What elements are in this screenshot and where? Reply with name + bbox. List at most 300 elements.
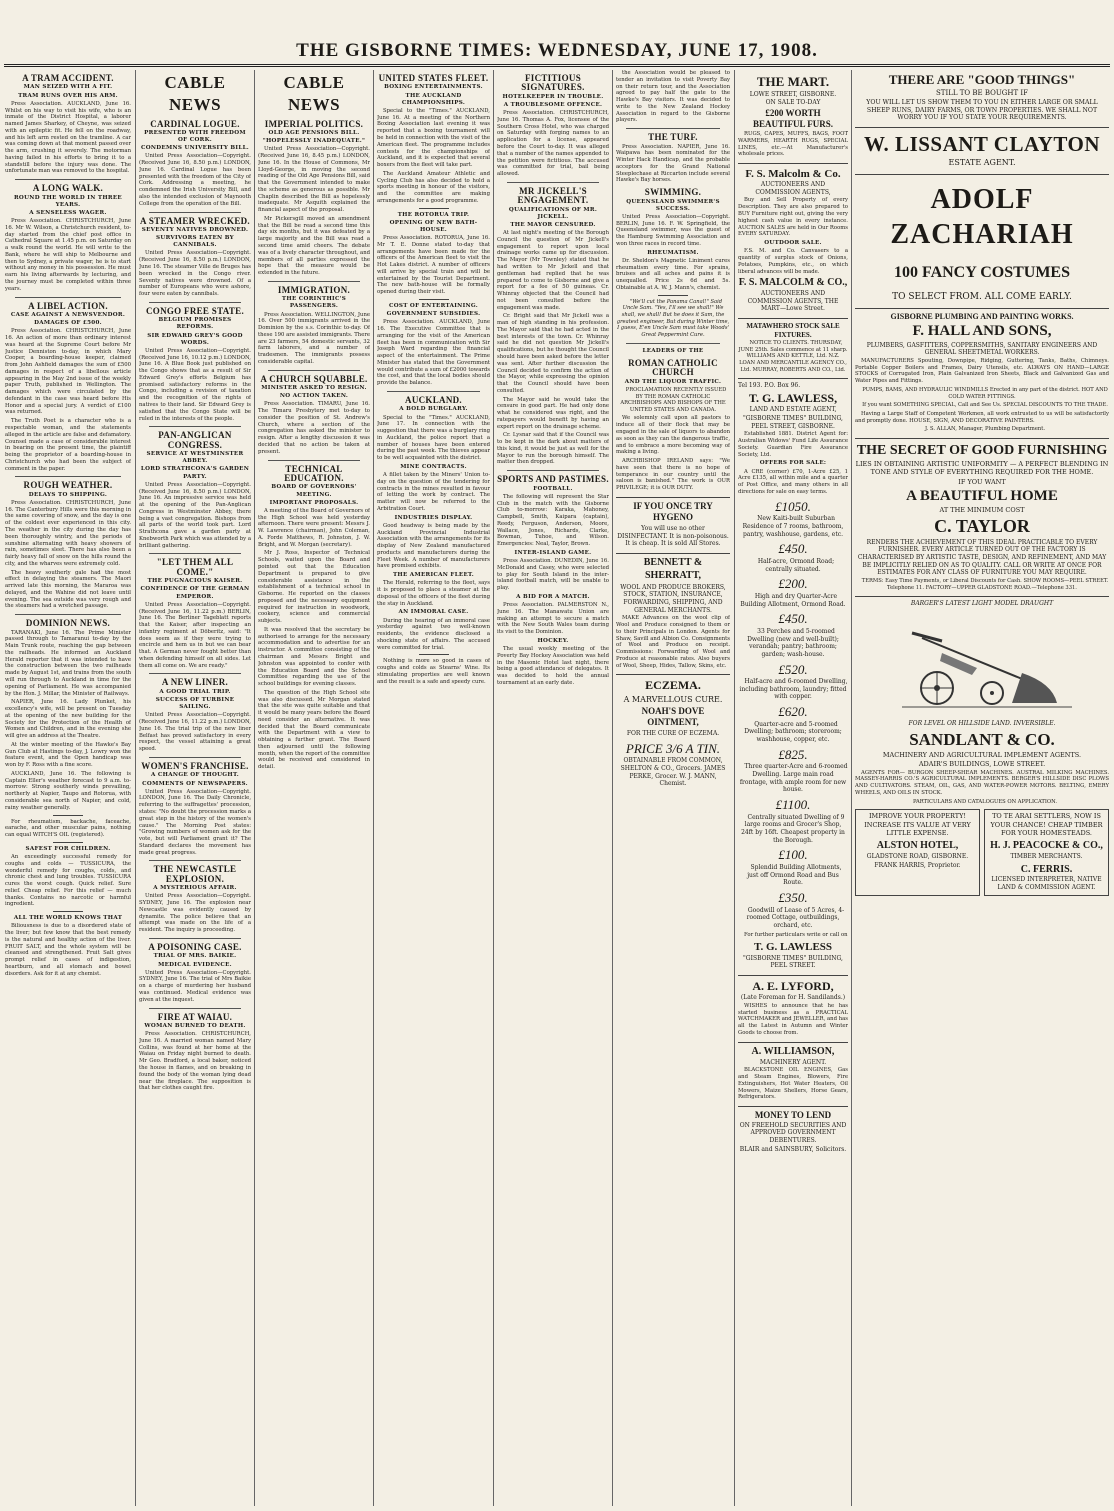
subhead: MINISTER ASKED TO RESIGN. — [261, 385, 367, 392]
masthead-rule — [4, 64, 1110, 67]
article-text: United Press Association—Copyright. LONDON, June 16. The Daily Chronicle, referring to the suffragettes' procession, states: "No doubt the procession marks a great step in the history of the women's cause." The Morning Post states: "Growing numbers of women ask for the vote, but will Parliament grant it? The Standard declares the movement has made great progress. — [139, 788, 251, 856]
article-text: United Press Association—Copyright. (Received June 16, 11.22 p.m.) BERLIN, June 16. The Berliner Tageblatt reports that the Kaiser, after inspecting an infantry regiment at Döberitz, said: "It does seem as if they were trying to encircle and hem us in but we can bear that. A German never fought better than when defending himself on all sides. Let them all come on. We are ready." — [139, 601, 251, 669]
headline: SPORTS AND PASTIMES. — [497, 474, 609, 485]
listing-price: £100. — [778, 847, 808, 863]
subhead: THE AUCKLAND CHAMPIONSHIPS. — [401, 92, 466, 106]
advert-text: IMPROVE YOUR PROPERTY! INCREASE ITS VALUE AT VERY LITTLE EXPENSE. — [864, 812, 971, 837]
subhead: INDUSTRIES DISPLAY. — [394, 514, 473, 521]
headline: A NEW LINER. — [161, 677, 229, 688]
subhead: MAN SEIZED WITH A FIT. — [23, 84, 113, 91]
subhead: COMMENTS OF NEWSPAPERS. — [142, 780, 248, 787]
headline: IMMIGRATION. — [277, 284, 351, 295]
article-text: The question of the High School site was also discussed. Mr Morgan stated that the site was quite suitable and that it would be many years before the Board need consider an alternative. It was decided that the Board communicate with the Department with a view to obtaining a further grant. The Board then adjourned until the following month, when the report of the committee would be received and considered in detail. — [258, 689, 370, 771]
column-rule — [135, 70, 136, 1506]
subhead: CONDEMNS UNIVERSITY BILL. — [140, 145, 250, 152]
subhead: COST OF ENTERTAINING. — [388, 302, 479, 309]
advert-malcolm — [738, 163, 848, 196]
subhead: CONFIDENCE OF THE GERMAN EMPEROR. — [140, 586, 250, 600]
advert-heading: F. HALL AND SONS, — [912, 323, 1052, 340]
subhead: THE PUGNACIOUS KAISER. — [147, 578, 243, 585]
article-text: Special to the "Times." AUCKLAND, June 16. At a meeting of the Northern Boxing Association last evening it was reported that a boxing tournament will be held in connection with the visit of the American fleet. The programme includes contests for the championships of Auckland, and it is expected that several boxers from the fleet will take part. — [377, 107, 490, 169]
listing-price: £620. — [778, 704, 808, 720]
subhead: MINE CONTRACTS. — [400, 463, 467, 470]
subhead: "HOPELESSLY INADEQUATE." — [262, 138, 366, 145]
article-text: Good headway is being made by the Auckland Provincial Industrial Association with the arrangements for its display of New Zealand manufactured products and manufacturers during the Fleet Week. A number of manufacturers have promised exhibits. — [377, 522, 490, 570]
advert-text: For further particulars write or call on — [744, 931, 848, 938]
advert-text: PLUMBERS, GASFITTERS, COPPERSMITHS, SANITARY ENGINEERS AND GENERAL SHEETMETAL WORKERS. — [866, 341, 1098, 357]
advert-good-things — [855, 72, 1109, 122]
advert-text: WISHES to announce that he has started business as a PRACTICAL WATCHMAKER and JEWELLER, and has all the Latest in Autumn and Winter Goods to choose from. — [738, 1002, 848, 1036]
advert-text: ON FREEHOLD SECURITIES AND APPROVED GOVERNMENT DEBENTURES. — [739, 1121, 847, 1144]
advert-text: Having a Large Staff of Competent Workmen, all work entrusted to us will be satisfactorily and promptly done. HOUSE, SIGN, AND DECORATIVE PAINTERS. — [855, 410, 1109, 424]
divider — [507, 182, 599, 183]
advert-text: NOTICE TO CLIENTS. THURSDAY, JUNE 25th. Sales commence at 11 sharp. WILLIAMS AND KETTLE, Ltd. N.Z. LOAN AND MERCANTILE AGENCY CO., Ltd. MURRAY, ROBERTS AND CO., Ltd. — [738, 340, 848, 373]
advert-subheading: ESTATE AGENT. — [948, 158, 1016, 168]
advert-text: AGENTS FOR— BURGON SHEEP-SHEAR MACHINES. AUSTRAL MILKING MACHINES. MASSEY-HARRIS CO.'S AGRICULTURAL IMPLEMENTS. BERGER'S HILLSIDE DISC PLOWS AND CULTIVATORS. STEAM, OIL, GAS, AND WATER-POWER MOTORS. BELTING, EMERY WHEELS, AND OILS IN STOCK. — [855, 769, 1109, 796]
headline: CONGO FREE STATE. — [145, 305, 245, 316]
subhead: THE AMERICAN FLEET. — [392, 572, 475, 579]
article-text: The following will represent the Star Club in the match with the Gisborne Club to-morrow: Karaka, Mahoney, Campbell, Smith, Kaipara (captain), Reedy, Ferguson, Anderson, Moore, Wallace, Jones, Richards, Clarke, Bowman, Tuhoe, and Wilson. Emergencies: Neal, Taylor, Brown. — [497, 493, 609, 548]
subhead: OLD AGE PENSIONS BILL. — [268, 129, 360, 136]
advert-matawhero — [738, 318, 848, 340]
article-text: Press Association. CHRISTCHURCH, June 16. A married woman named Mary Collins, was found at her home at the Waiau on Friday night burned to death. Mr Geo. Bradford, a local baker, noticed the house in flames, and on breaking in found the body of the woman lying dead near the fireplace. The supposition is that her clothes caught fire. — [139, 1031, 251, 1092]
column-8 — [855, 70, 1109, 1506]
headline: A TRAM ACCIDENT. — [22, 73, 114, 83]
advert-text: MANUFACTURERS Spouting, Downpipe, Ridging, Guttering, Tanks, Baths, Chimneys. Portable Copper Boilers and Frames, Dairy Utensils, etc. ALWAYS ON HAND—LARGE STOCKS of Corrugated Iron, Plain Galvanized Iron Sheets, Black and Galvanized Gas and Water Pipes and Fittings. — [855, 357, 1109, 385]
advert-heading: A. E. LYFORD, — [752, 978, 834, 993]
illustration-label: FOR LEVEL OR HILLSIDE LAND. INVERSIBLE. — [908, 719, 1056, 727]
article-text: Press Association. CHRISTCHURCH, June 16. An action of more than ordinary interest was heard at the Supreme Court before Mr Justice Denniston to-day, in which Mary Cooper, a boarding-house keeper, claimed from John Ashfield damages the sum of £500 damages in respect of a libellous article appearing in the May 2nd issue of the weekly paper Truth, published in Wellington. The damages which were circulated by the defendant in the case was heard before His Honor and a special jury. A verdict of £100 was returned. — [5, 328, 131, 416]
listing-text: Three quarter-Acre and 6-roomed Dwelling. Large main road frontage, with ample room for new house. — [739, 763, 848, 794]
subhead: THE ROTORUA TRIP. — [397, 211, 470, 218]
divider — [658, 295, 688, 296]
headline: THE NEWCASTLE EXPLOSION. — [153, 864, 237, 884]
advert-zachariah — [855, 174, 1109, 304]
advert-text: AUCTIONEERS AND COMMISSION AGENTS, — [755, 181, 831, 196]
advert-text: LOWE STREET, GISBORNE. — [749, 90, 837, 98]
subhead: FOOTBALL. — [533, 485, 573, 492]
article-text: The Mayor said he would take the censure in good part. He had only done what he considered was right, and the ratepayers would benefit by having an expert report on the drainage scheme. — [497, 396, 609, 430]
subhead: BELGIUM PROMISES REFORMS. — [158, 317, 232, 331]
headline: "LET THEM ALL COME." — [156, 557, 234, 577]
listing-text: Half-acre and 6-roomed Dwelling, including bathroom, laundry; fitted with copper. — [739, 678, 848, 701]
column-4 — [377, 70, 490, 1506]
advert-text: Nothing is more so good in cases of coughs and colds as Stearns' Wine. Its stimulating properties are well known and the result is a safe and speedy cure. — [377, 658, 490, 685]
divider — [149, 1008, 241, 1009]
advert-heading: W. LISSANT CLAYTON — [863, 132, 1101, 157]
advert-text: AUCTIONEERS AND COMMISSION AGENTS, THE MART—Lowe Street. — [747, 290, 839, 313]
advert-text: ON SALE TO-DAY — [765, 99, 821, 107]
advert-subheading: 100 FANCY COSTUMES — [893, 264, 1070, 282]
subhead: LEADERS OF THE — [642, 347, 704, 354]
article-text: A fillet taken by the Miners' Union to-day on the question of the tendering for contracts in the mines resulted in favour of letting the work by contract. The matter will now be referred to the Arbitration Court. — [377, 472, 490, 512]
listing-text: 33 Perches and 5-roomed Dwelling (new and well-built); verandah; pantry; bathroom; garden; wash-house. — [747, 627, 839, 658]
advert-heading: C. TAYLOR — [934, 516, 1030, 537]
subhead: SUCCESS OF TURBINE SAILING. — [155, 697, 235, 711]
article-text: the Association would be pleased to tender an invitation to visit Poverty Bay on their return tour, and the Association agreed to pay half the gate to the Hawke's Bay visitors. It was decided to write to the New Zealand Hockey Association in regard to the Gisborne players. — [616, 70, 730, 124]
listing-text: Splendid Building Allotments, just off Ormond Road and Bus Route. — [747, 864, 842, 887]
article-text: United Press Association—Copyright. SYDNEY, June 16. The trial of Mrs Baikie on a charge of murdering her husband was continued. Medical evidence was given at the inquest. — [139, 969, 251, 1003]
listing-price: £350. — [778, 890, 808, 906]
subhead: ROUND THE WORLD IN THREE YEARS. — [13, 194, 122, 208]
advert-text: MAKE Advances on the wool clip of Wool and Produce consigned to them or to their Principals in London. Agents for Shaw, Savill and Albion Co. Consignments of Wool and Produce on receipt. Commissions: Forwarding of Wool and Produce at reasonable rates. Also buyers of Wool, Sheep, Hides, Tallow, Skins, etc. — [616, 615, 730, 669]
article-text: The usual weekly meeting of the Poverty Bay Hockey Association was held in the Masonic Hotel last night, there being a good attendance of delegates. It was decided to hold the annual tournament at an early date. — [497, 646, 609, 686]
subhead: AND THE LIQUOR TRAFFIC. — [624, 378, 722, 385]
subhead: TRAM RUNS OVER HIS ARM. — [18, 92, 118, 99]
headline: UNITED STATES FLEET. — [378, 73, 489, 83]
advert-text: (Late Foreman for H. Sandilands.) — [740, 994, 846, 1002]
advert-text: RENDERS THE ACHIEVEMENT OF THIS IDEAL PRACTICABLE TO EVERY FURNISHER. EVERY ARTICLE TURNED OUT OF THE FACTORY IS CHARACTERISED BY ARTISTIC TASTE, DESIGN, AND REFINEMENT, AND MAY BE IMPLICITLY RELIED ON AS TO QUALITY. CALL OR WRITE AT ONCE FOR ESTIMATES FOR ANY CLASS OF FURNITURE YOU MAY REQUIRE. — [857, 538, 1107, 577]
subhead: HOCKEY. — [537, 637, 569, 644]
divider — [149, 426, 241, 427]
advert-heading: GISBORNE PLUMBING AND PAINTING WORKS. — [890, 312, 1074, 322]
advert-malcolm-2 — [738, 277, 848, 313]
headline: TECHNICAL EDUCATION. — [284, 463, 344, 483]
column-rule — [734, 70, 735, 1506]
headline: PAN-ANGLICAN CONGRESS. — [158, 430, 232, 450]
advert-heading: MONEY TO LEND — [754, 1110, 832, 1121]
article-text: Mr J. Ross, Inspector of Technical Schools, waited upon the Board and pointed out that the Education Department is prepared to give considerable assistance in the establishment of a technical school in Gisborne. He reported on the classes proposed and the necessary equipment required for instruction in woodwork, cookery, science and commercial subjects. — [258, 550, 370, 625]
subhead: WOMAN BURNED TO DEATH. — [144, 1022, 246, 1029]
headline: FICTITIOUS SIGNATURES. — [521, 73, 585, 93]
divider — [149, 302, 241, 303]
article-text: The heavy southerly gale had the most effect in delaying the steamers. The Maori arrived late this morning, the Mararoa was delayed, and the Wahine did not leave until evening. The sea outside was very rough and the steamers had a wretched passage. — [5, 569, 131, 610]
article-text: A meeting of the Board of Governors of the High School was held yesterday afternoon. There were present: Messrs J. W. Lawrence (chairman), John Coleman, A. Forde Matthews, R. Johnston, J. W. Bright, and W. Morgan (secretary). — [258, 507, 370, 548]
listing-price: £200. — [778, 576, 808, 592]
article-text: The Auckland Amateur Athletic and Cycling Club has also decided to hold a sports meeting in honour of the visitors, and the committee are making arrangements for a good programme. — [377, 170, 490, 204]
advert-text: An exceedingly successful remedy for coughs and colds — TUSSICURA, the wonderful remedy for coughs, colds, and chronic chest and lung troubles. TUSSICURA cures the worst cough. Quick relief. Sure relief. Cheap relief. For this relief — much thanks. Contains no narcotic or harmful ingredient. — [5, 853, 131, 908]
advert-text: BLAIR and SAINSBURY, Solicitors. — [739, 1145, 847, 1153]
advert-text: GLADSTONE ROAD, GISBORNE. — [866, 853, 969, 861]
article-text: Cr. Bright said that Mr Jickell was a man of high standing in his profession. The Mayor said that he had acted in the best interests of the town. Cr. Whinray said he did not question Mr Jickell's qualifications, but he thought the Council should have been asked before the letter was sent. After further discussion the Council decided to confirm the action of the Mayor, while expressing the opinion that the Council should have been consulted. — [497, 313, 609, 394]
article-text: United Press Association—Copyright. (Received June 16, 8.50 p.m.) LONDON, June 16. Cardinal Logue has been presented with the freedom of the City of Cork. Addressing a meeting, he condemned the Irish University Bill, and also the intended exclusion of Maynooth College from the operation of the Bill. — [139, 153, 251, 207]
advert-lyford — [738, 975, 848, 1002]
subhead: A GOOD TRIAL TRIP. — [159, 688, 231, 695]
headline: FIRE AT WAIAU. — [157, 1011, 233, 1022]
divider — [149, 212, 241, 213]
advert-heading: ECZEMA. — [645, 678, 701, 693]
bottom-adverts — [855, 809, 1109, 896]
subhead: A CHANGE OF THOUGHT. — [151, 772, 239, 779]
advert-text: You will use no other DISINFECTANT. It is non-poisonous. It is cheap. It is sold All Stores. — [617, 524, 729, 548]
listing-text: Quarter-acre and 5-roomed Dwelling; bathroom; storeroom; washhouse, copper, etc. — [744, 720, 842, 744]
headline: ROUGH WEATHER. — [23, 480, 113, 491]
column-6 — [616, 70, 730, 1506]
advert-lawless — [738, 378, 848, 430]
advert-eczema — [616, 674, 730, 788]
advert-improve — [855, 809, 980, 896]
advert-text: F.S. M. and Co. Canvasers to a quantity of surplus stock of Onions, Potatoes, Pumpkins, etc., on which liberal advances will be made. — [738, 248, 848, 275]
headline: ROMAN CATHOLIC CHURCH — [628, 357, 718, 378]
plough-illustration — [882, 613, 1082, 713]
advert-heading: OFFERS FOR SALE: — [759, 460, 827, 467]
advert-text: RUGS, CAPES, MUFFS, BAGS, FOOT WARMERS, HEARTH RUGS, SPECIAL LINES, etc.—At Manufacturer's wholesale prices. — [738, 131, 848, 158]
listing-price: £825. — [778, 746, 808, 762]
advert-heading: THE SECRET OF GOOD FURNISHING — [856, 443, 1108, 459]
subhead: HOTELKEEPER IN TROUBLE. — [502, 93, 604, 100]
article-text: Press Association. WELLINGTON, June 16. Over 500 immigrants arrived in the Dominion by the s.s. Corinthic to-day. Of these 190 are assisted immigrants. There are 23 farmers, 54 domestic servants, 32 farm laborers, and a number of tradesmen. The immigrants possess considerable capital. — [258, 311, 370, 365]
advert-text: Biliousness is due to a disordered state of the liver; but few know that the best remedy is the natural and healthy action of the liver. FRUIT SALT, and the whole system will be cleansed and strengthened. Fruit Salt gives prompt relief in cases of indigestion, heartburn, and all stomach and bowel disorders. Ask for it at any chemist. — [5, 923, 131, 977]
subhead: THE MAYOR CENSURED. — [510, 222, 596, 229]
advert-heading: A. WILLIAMSON, — [751, 1045, 835, 1057]
listing-text: Half-acre, Ormond Road; centrally situated. — [757, 557, 835, 573]
article-text: United Press Association—Copyright. (Received June 16, 8.45 p.m.) LONDON, June 16. In the House of Commons, Mr Lloyd-George, in moving the second reading of the Old Age Pensions Bill, said that the Government intended to make the scheme as generous as possible. Mr Chaplin described the Bill as hopelessly inadequate. Mr Asquith explained the financial aspect of the proposal. — [258, 146, 370, 214]
advert-te-arai — [984, 809, 1109, 896]
listing-price: £520. — [778, 661, 808, 677]
headline: A LONG WALK. — [32, 183, 104, 194]
divider — [268, 460, 360, 461]
article-text: ARCHBISHOP IRELAND says: "We have seen that there is no hope of temperance in our country until the saloon is banished." The work is OUR PRIVILEGE; it is OUR DUTY. — [616, 458, 730, 492]
listing-price: £450. — [778, 541, 808, 557]
subhead: SERVICE AT WESTMINSTER ABBEY. — [146, 451, 244, 465]
divider — [419, 208, 449, 209]
advert-heading: SAFEST FOR CHILDREN. — [25, 845, 111, 852]
headline: A LIBEL ACTION. — [28, 300, 108, 311]
advert-text: Established 1881. District Agent for: Australian Widows' Fund Life Assurance Society. Guardian Fire Assurance Society, Ltd. — [738, 431, 848, 458]
article-text: United Press Association—Copyright. BERLIN, June 16. F. W. Springfield, the Queensland swimmer, was the guest of the Hamburg Swimming Association and won three races in record time. — [616, 213, 730, 247]
article-text: United Press Association—Copyright. SYDNEY, June 16. The explosion near Newcastle was evidently caused by dynamite. The police believe that an attempt was made on the life of a resident. The inquiry is proceeding. — [139, 893, 251, 934]
advert-text: YOU WILL LET US SHOW THEM TO YOU IN EITHER LARGE OR SMALL SHEEP RUNS, DAIRY FARMS, OR TOWN PROPERTIES. WE SHALL NOT WORRY YOU IF YOU STATE YOUR REQUIREMENTS. — [866, 98, 1098, 122]
article-text: United Press Association—Copyright. (Received June 16, 11.22 p.m.) LONDON, June 16. The trial trip of the new liner Belfast has proved satisfactory in every respect, the vessel attaining a great speed. — [139, 712, 251, 753]
column-rule — [254, 70, 255, 1506]
advert-text: PARTICULARS AND CATALOGUES ON APPLICATION. — [912, 798, 1058, 805]
advert-heading: THERE ARE "GOOD THINGS" — [888, 72, 1076, 87]
illustration-label: BARGER'S LATEST LIGHT MODEL DRAUGHT — [910, 600, 1054, 608]
divider — [268, 281, 360, 282]
subhead: A SENSELESS WAGER. — [29, 209, 107, 216]
subhead: SEVENTY NATIVES DROWNED. — [141, 226, 249, 233]
advert-heading: T. G. LAWLESS, — [748, 390, 838, 405]
subhead: DELAYS TO SHIPPING. — [28, 491, 108, 498]
divider — [268, 370, 360, 371]
advert-text: If you want SOMETHING SPECIAL, Call and See Us. SPECIAL DISCOUNTS TO THE TRADE. — [862, 402, 1108, 409]
article-text: Press Association. ROTORUA, June 16. Mr T. E. Donne stated to-day that arrangements have been made for the officers of the American fleet to visit the Hot Lakes district. A number of officers will arrive by special train and will be entertained by the Tourist Department. The new bath-house will be formally opened during their visit. — [377, 235, 490, 296]
subhead: A BID FOR A MATCH. — [516, 593, 590, 600]
advert-text: AT THE MINIMUM COST — [939, 506, 1025, 515]
advert-text: FOR THE CURE OF ECZEMA. — [626, 729, 720, 737]
subhead: A BOLD BURGLARY. — [399, 406, 468, 413]
advert-text: TERMS: Easy Time Payments, or Liberal Discounts for Cash. SHOW ROOMS—PEEL STREET. Telephone 11. FACTORY—UPPER GLADSTONE ROAD.—Telephone 331. — [861, 577, 1109, 591]
advert-sandlant — [855, 596, 1109, 768]
headline: WOMEN'S FRANCHISE. — [141, 760, 249, 771]
advert-heading: T. G. LAWLESS — [753, 941, 833, 954]
advert-text: Dr. Sheldon's Magnetic Liniment cures rheumatism every time. For sprains, bruises and all aches and pains it is unequalled. Price 2s 6d and 5s. Obtainable at A. W. J. Mann's, chemist. — [616, 257, 730, 291]
advert-text: Buy and Sell Property of every Description. They are also prepared to BUY Furniture right out, giving the very highest cash value in every instance. AUCTION SALES are held in Our Rooms EVERY SATURDAY. — [738, 197, 848, 238]
advert-text: MACHINERY AND AGRICULTURAL IMPLEMENT AGENTS. — [882, 750, 1082, 759]
divider — [53, 842, 83, 843]
article-text: Mr Pickersgill moved an amendment that the Bill be read a second time this day six months, but it was defeated by a large majority and the Bill was read a second time amid cheers. The debate was of a lively character throughout, and members of all parties expressed the hope that the measure would be extended in the future. — [258, 215, 370, 277]
article-text: Press Association. DUNEDIN, June 16. McDonald and Casey, who were selected to play for South Island in the inter-island football match, will be unable to play. — [497, 558, 609, 592]
divider — [15, 476, 121, 477]
advert-heading: IF YOU ONCE TRY HYGENO — [633, 500, 713, 523]
subhead: INTER-ISLAND GAME. — [514, 549, 592, 556]
headline: A STEAMER WRECKED. — [139, 215, 250, 226]
article-text: Press Association. CHRISTCHURCH, June 16. The Canterbury Hills were this morning in the same covering of snow, and the day is one of the coldest ever experienced in this city. The weather in the city during the day has been thoroughly wintry, and the periods of sunshine alternating with heavy showers of rain, sometimes sleet. There has also been a fairly heavy fall of snow on the hills round the city, and the wharves were extremely cold. — [5, 499, 131, 567]
article-text: Press Association. CHRISTCHURCH, June 16. Thomas A. Fox, licensee of the Southern Cross Hotel, who was charged on Saturday with forging names to an application for a license, appeared before the Court to-day. It was alleged that a number of the names appended to the petition were fictitious. The accused was committed for trial, bail being allowed. — [497, 110, 609, 178]
subhead: SURVIVORS EATEN BY CANNIBALS. — [156, 235, 234, 249]
subhead: SIR EDWARD GREY'S GOOD WORDS. — [147, 332, 243, 346]
advert-text: For rheumatism, backache, faceache, earache, and other muscular pains, nothing can equal WITCH'S OIL (registered). — [5, 818, 131, 839]
advert-heading: MATAWHERO STOCK SALE FIXTURES. — [746, 322, 840, 340]
subhead: MEDICAL EVIDENCE. — [158, 961, 232, 968]
advert-heading: ALL THE WORLD KNOWS THAT — [13, 915, 123, 922]
article-text: The Truth Poet is a character who is a respectable woman, and the statements alleged in the article are false and defamatory. Counsel made a case of considerable interest in bearing on the present time, the plaintiff being the proprietor of a boarding-house in Christchurch who had been the subject of comment in the paper. — [5, 418, 131, 472]
headline: THE TURF. — [648, 132, 698, 143]
article-text: The Herald, referring to the fleet, says it is proposed to place a steamer at the disposal of the officers of the fleet during the stay in Auckland. — [377, 580, 490, 607]
divider — [15, 179, 121, 180]
advert-money — [738, 1106, 848, 1153]
advert-heading: A BEAUTIFUL HOME — [906, 487, 1058, 504]
subhead: OPENING OF NEW BATH-HOUSE. — [389, 219, 478, 233]
article-text: At the winter meeting of the Hawke's Bay Gun Club at Hastings to-day, J. Lowry won the feature event, and the Open handicap was won by F. Ross with a fine score. — [5, 741, 131, 769]
advert-heading: H. J. PEACOCKE & CO., — [990, 840, 1103, 852]
advert-text: LAND AND ESTATE AGENT, — [749, 406, 837, 414]
advert-heading: £200 WORTH BEAUTIFUL FURS. — [752, 107, 833, 130]
article-text: United Press Association—Copyright. (Received June 16, 8.50 p.m.) LONDON, June 16. The steamer Ville de Bruges has been wrecked in the Congo river. Seventy natives were drowned. Of a number of Europeans who were ashore, four were eaten by cannibals. — [139, 250, 251, 298]
advert-heading: BENNETT & SHERRATT, — [643, 556, 703, 581]
article-text: Press Association. AUCKLAND, June 16. The Executive Committee that is arranging for the visit of the American fleet has been in communication with Sir Joseph Ward regarding the financial aspect of the entertainment. The Prime Minister has stated that the Government would contribute a sum of £2000 towards the cost, and that the local bodies should provide the balance. — [377, 319, 490, 387]
advert-text: PUMPS, BAMS, AND HYDRAULIC WINDMILLS Erected in any part of the district. HOT AND COLD WATER FITTINGS. — [862, 386, 1108, 400]
divider — [626, 128, 720, 129]
article-text: United Press Association—Copyright. (Received June 16, 8.50 p.m.) LONDON, June 16. An impressive service was held at the opening of the Pan-Anglican Congress in Westminster Abbey, there being a vast congregation. Bishops from all parts of the world took part. Lord Strathcona gave a garden party at Knebworth Park which was attended by a brilliant gathering. — [139, 481, 251, 549]
article-text: It was resolved that the secretary be authorised to arrange for the necessary accommodation and to advertise for an instructor. A committee consisting of the chairman and Messrs Bright and Johnston was appointed to confer with the Education Board and the School Committee regarding the use of the school buildings for evening classes. — [258, 626, 370, 688]
article-text: During the hearing of an immoral case yesterday against two well-known residents, the evidence disclosed a shocking state of affairs. The accused were committed for trial. — [377, 617, 490, 651]
column-1 — [5, 70, 131, 1506]
divider — [53, 911, 83, 912]
advert-verse: "We'll cut the Panama Canal!" Said Uncle Sam. "Yes, I'll see we shall!" We shall, we shall! But he does it Sam, the greatest engineer, But during Winter time, I guess, E'en Uncle Sam must take Woods' Great Peppermint Cure. — [616, 298, 730, 338]
divider — [149, 757, 241, 758]
article-text: Cr. Lysnar said that if the Council was to be kept in the dark about matters of this kind, it would be just as well for the Mayor to run the borough himself. The matter then dropped. — [497, 432, 609, 466]
advert-subheading: STILL TO BE BOUGHT IF — [936, 88, 1028, 97]
divider — [149, 673, 241, 674]
advert-text: WOOL AND PRODUCE BROKERS, STOCK, STATION, INSURANCE, FORWARDING, SHIPPING, AND GENERAL MERCHANTS. — [620, 583, 726, 614]
subhead: PRESENTED WITH FREEDOM OF CORK. — [144, 129, 246, 144]
subhead: BOARD OF GOVERNORS' MEETING. — [271, 484, 357, 498]
divider — [419, 654, 449, 655]
advert-text: ADAIR'S BUILDINGS, LOWE STREET. — [918, 760, 1046, 769]
advert-text: "GISBORNE TIMES" BUILDING, PEEL STREET. — [743, 954, 843, 970]
article-text: NAPIER, June 16. Lady Plunket, his excellency's wife, will be present on Tuesday at the opening of the new building for the Society for the Protection of the Health of Women and Children, and in the evening she will give an address at the Theatre. — [5, 699, 131, 740]
subhead: AN IMMORAL CASE. — [398, 609, 469, 616]
masthead — [0, 0, 1114, 68]
listing-text: Centrally situated Dwelling of 9 large rooms and Grocer's Shop, 24ft by 16ft. Cheapest property in the Borough. — [741, 813, 845, 844]
newspaper-title: THE GISBORNE TIMES: WEDNESDAY, JUNE 17, 1908. — [296, 40, 818, 61]
divider — [626, 343, 720, 344]
article-text: We solemnly call upon all pastors to induce all of their flock that may be engaged in the sale of liquors to abandon as soon as they can the dangerous traffic, and to embrace a more becoming way of making a living. — [616, 415, 730, 456]
column-2 — [139, 70, 251, 1506]
article-text: Press Association. AUCKLAND, June 16. Whilst on his way to visit his wife, who is an inmate of the District Hospital, a laborer named James Sharkey, of Cheyne, was seized with an epileptic fit. He fell on the roadway, and his left arm rested on the tramline. A car was coming down at that moment passed over the arm, crushing it severely. The motorman having failed in his efforts to bring it to a standstill before the injury was done. The unfortunate man was removed to the hospital. — [5, 100, 131, 175]
listing-price: £450. — [778, 611, 808, 627]
advert-text: BLACKSTONE OIL ENGINES, Gas and Steam Engines, Blowers, Fire Extinguishers, Hot Water Heaters, Oil Mowers, Maize Shellers, Horse Gears, Refrigerators. — [738, 1067, 848, 1101]
headline: SWIMMING. — [644, 187, 702, 198]
advert-hygeno — [616, 497, 730, 548]
advert-heading: F. S. MALCOLM & CO., — [738, 277, 848, 289]
headline: IMPERIAL POLITICS. — [264, 118, 364, 129]
divider — [419, 299, 449, 300]
column-3 — [258, 70, 370, 1506]
listing-text: High and dry Quarter-Acre Building Allotment, Ormond Road. — [740, 592, 846, 608]
divider — [53, 815, 83, 816]
subhead: QUEENSLAND SWIMMER'S SUCCESS. — [626, 198, 720, 212]
advert-product: NOAH'S DOVE OINTMENT, — [641, 705, 705, 728]
advert-text: TO TE ARAI SETTLERS, NOW IS YOUR CHANCE! CHEAP TIMBER FOR YOUR HOMESTEADS. — [990, 812, 1103, 837]
article-text: Press Association. CHRISTCHURCH, June 16. Mr W. Wilson, a Christchurch resident, to-day started from the chief post office in Cathedral Square at 1.45 p.m. on Saturday on a walk round the world. He will write to the Bank, where he will ship to Melbourne and then to Sydney, a private wager, he is to start without any money in his possession. He must earn his living afterwards by lecturing, and the journey must be completed within three years. — [5, 218, 131, 292]
article-text: Press Association. NAPIER, June 16. Waipawa has been nominated for the Winter Hack Handicap, and the probable acceptors for the Grand National Steeplechase at Riccarton include several Hawke's Bay horses. — [616, 143, 730, 184]
column-7 — [738, 70, 848, 1506]
divider — [149, 938, 241, 939]
advert-clayton — [855, 127, 1109, 168]
subhead: A MYSTERIOUS AFFAIR. — [153, 885, 237, 892]
advert-heading: F. S. Malcolm & Co. — [745, 168, 841, 181]
subhead: THE CORINTHIC'S PASSENGERS. — [281, 296, 347, 310]
advert-mart — [738, 74, 848, 131]
subhead: TRIAL OF MRS. BAIKIE. — [153, 953, 237, 960]
advert-text: LIES IN OBTAINING ARTISTIC UNIFORMITY — A PERFECT BLENDING IN TONE AND STYLE OF EVERYTHING REQUIRED FOR THE HOME. — [855, 460, 1109, 477]
column-rule — [493, 70, 494, 1506]
divider — [15, 614, 121, 615]
column-5 — [497, 70, 609, 1506]
section-banner: CABLE NEWS — [283, 73, 345, 114]
divider — [387, 391, 480, 392]
advert-heading: OUTDOOR SALE. — [764, 240, 822, 247]
advert-williamson — [738, 1042, 848, 1066]
subhead: QUALIFICATIONS OF MR. JICKELL. — [508, 206, 598, 220]
listing-price: £1050. — [775, 498, 811, 514]
column-rule — [373, 70, 374, 1506]
subhead: CASE AGAINST A NEWSVENDOR. — [10, 311, 126, 318]
headline: AUCKLAND. — [405, 394, 462, 405]
advert-text: A CRE (corner) £70, 1-Acre £25, 1 Acre £135, all within mile and a quarter of Post Office, and many others in all directions for sale on easy terms. — [738, 468, 848, 495]
advert-heading: RHEUMATISM. — [647, 249, 699, 256]
article-text: At last night's meeting of the Borough Council the question of Mr Jickell's engagement to report upon local drainage works came up for discussion. The Mayor (Mr Townley) stated that he had written to Mr Jickell and that gentleman had replied that he was prepared to come to Gisborne and give a report for a fee of 50 guineas. Cr. Whinray objected that the Council had not been consulted before the engagement was made. — [497, 230, 609, 311]
divider — [149, 553, 241, 554]
article-text: AUCKLAND, June 16. The following is Captain Eller's weather forecast to 9 a.m. to-morrow: Strong southerly winds prevailing, northerly at Napier, Taupo and Rotorua, with considerable sea north of Napier, and cold, rainy weather generally. — [5, 770, 131, 811]
advert-heading: THE MART. — [756, 74, 830, 89]
divider — [15, 297, 121, 298]
headline: DOMINION NEWS. — [25, 618, 111, 629]
advert-heading: ADOLF ZACHARIAH — [890, 183, 1074, 251]
advert-heading: C. FERRIS. — [1020, 863, 1073, 875]
column-rule — [612, 70, 613, 1506]
article-text: Special to the "Times." AUCKLAND, June 17. In connection with the suggestion that there was a burglary ring in Auckland, the police report that a number of houses have been entered during the past week. The thieves appear to be well acquainted with the district. — [377, 414, 490, 462]
advert-taylor — [855, 438, 1109, 577]
advert-contact: Tel 193. P.O. Box 96. — [738, 382, 801, 390]
advert-text: OBTAINABLE FROM COMMON, SHELTON & CO., Grocers. JAMES PERKE, Grocer. W. J. MANN, Chemist. — [620, 757, 726, 788]
advert-text: FRANK HARRIS, Proprietor. — [874, 861, 961, 869]
subhead: A TROUBLESOME OFFENCE. — [503, 102, 603, 109]
subhead: DAMAGES OF £500. — [34, 320, 102, 327]
article-text: Press Association. PALMERSTON N., June 16. The Manawatu Union are making an attempt to secure a match with the New South Wales team during its visit to the Dominion. — [497, 602, 609, 636]
headline: A CHURCH SQUABBLE. — [260, 373, 368, 384]
section-banner: CABLE NEWS — [164, 73, 226, 114]
article-text: PROCLAMATION RECENTLY ISSUED BY THE ROMAN CATHOLIC ARCHBISHOPS AND BISHOPS OF THE UNITED STATES AND CANADA. — [620, 386, 727, 413]
listing-text: Goodwill of Lease of 5 Acres, 4-roomed Cottage, outbuildings, orchard, etc. — [746, 906, 845, 930]
advert-text: TO SELECT FROM. ALL COME EARLY. — [892, 291, 1072, 302]
advert-text: IF YOU WANT — [958, 477, 1006, 486]
headline: MR JICKELL'S ENGAGEMENT. — [517, 185, 589, 206]
advert-lawless-2 — [738, 940, 848, 969]
listing-text: New Kaiti-built Suburban Residence of 7 rooms, bathroom, pantry, washhouse, gardens, etc. — [742, 515, 844, 538]
advert-hall — [855, 308, 1109, 357]
advert-text: MACHINERY AGENT. — [759, 1058, 827, 1066]
subhead: IMPORTANT PROPOSALS. — [269, 499, 359, 506]
headline: CARDINAL LOGUE. — [150, 118, 240, 129]
advert-text: "GISBORNE TIMES" BUILDING, PEEL STREET, GISBORNE. — [743, 415, 843, 430]
subhead: LORD STRATHCONA'S GARDEN PARTY. — [140, 466, 250, 480]
divider — [507, 470, 599, 471]
article-text: United Press Association—Copyright. (Received June 16, 10.12 p.m.) LONDON, June 16. A Blue Book just published on the Congo shows that as a result of Sir Edward Grey's efforts Belgium has promised satisfactory reforms in the Congo, including a revision of taxation and the recognition of the rights of natives to their land. Sir Edward Grey is satisfied that the Congo State will be ruled in the interests of the people. — [139, 347, 251, 422]
advert-bennett-sherratt — [616, 553, 730, 614]
